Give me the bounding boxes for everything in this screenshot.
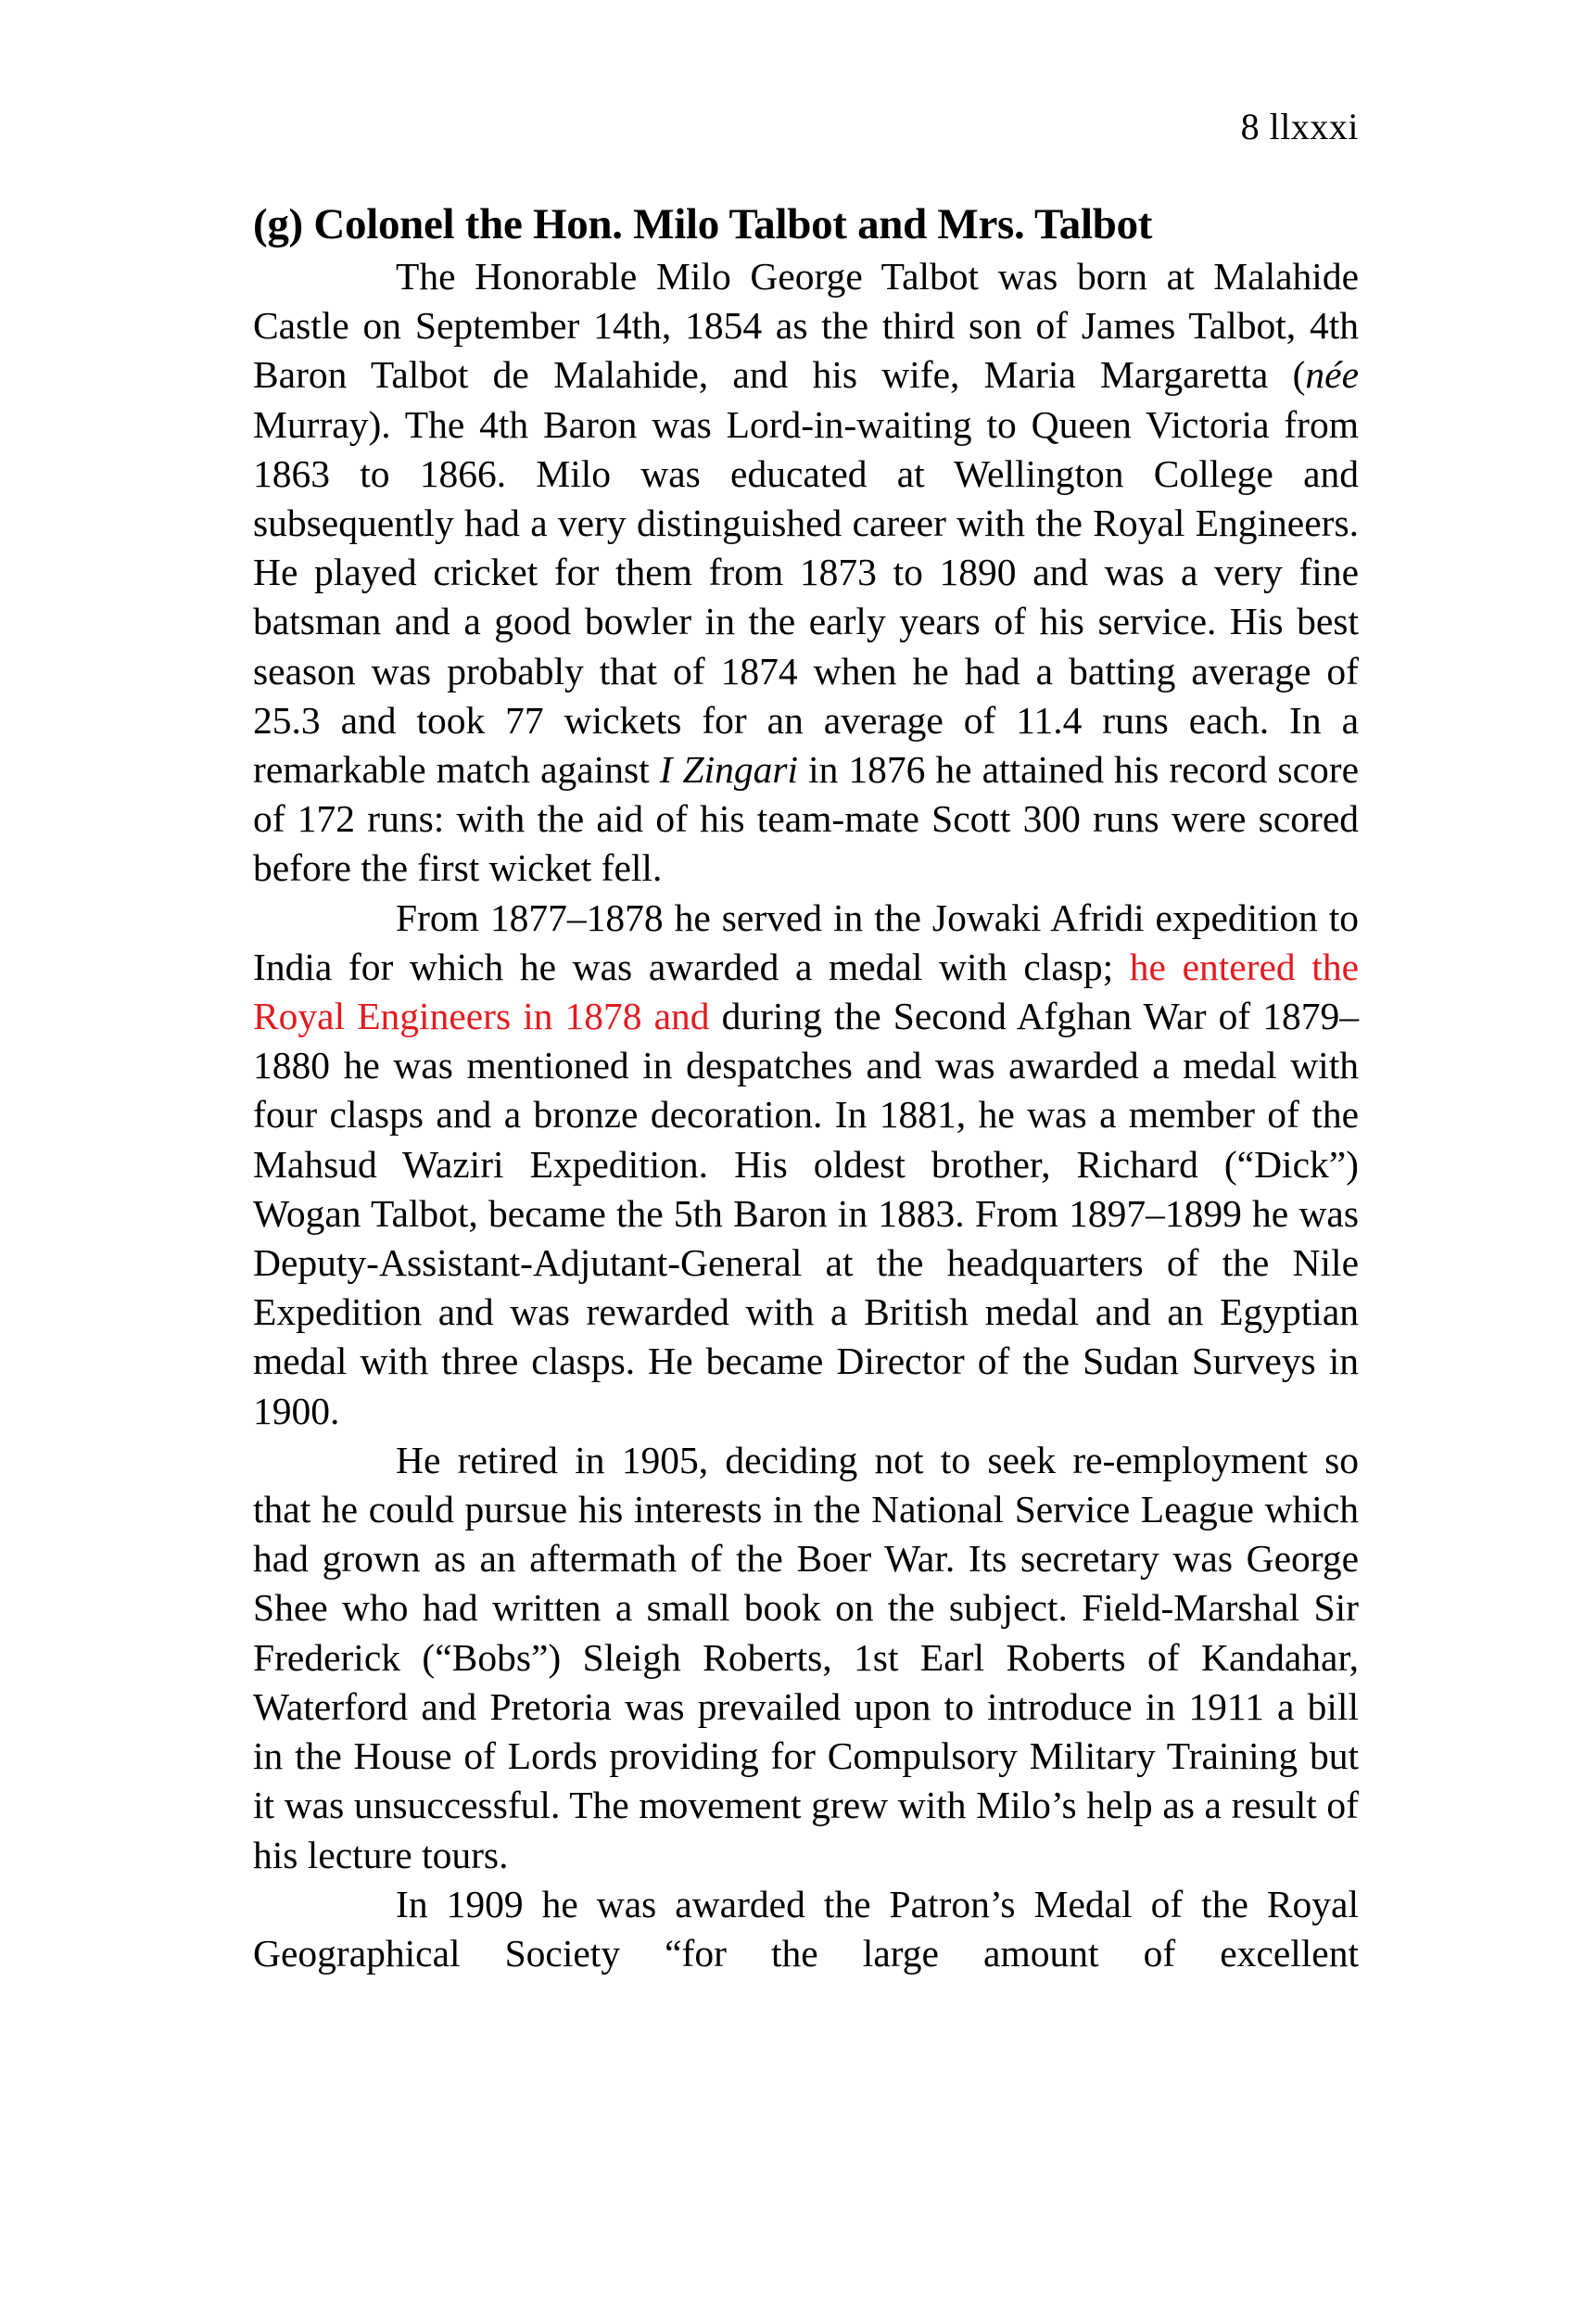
- italic-text-segment: née: [1305, 353, 1359, 397]
- highlighted-red-text: he entered the Royal Engineers in 1878 and: [253, 945, 1359, 1038]
- text-segment: The Honorable Milo George Talbot was born at Malahide Castle on September 14th, 1854 as the third son of James Talbot, 4th Baron Talbot de Malahide, and his wife, Maria Margaretta (: [253, 255, 1359, 397]
- text-segment: in 1876 he attained his record score of 172 runs: with the aid of his team-mate Scott 300 runs were scored before the first wicket fell.: [253, 748, 1359, 890]
- text-segment: From 1877–1878 he served in the Jowaki Afridi expedition to India for which he was awarded a medal with clasp;: [253, 895, 1359, 988]
- paragraph-patrons-medal: [253, 1880, 1359, 1978]
- page-number: 8 llxxxi: [1240, 106, 1359, 147]
- section-heading: (g) Colonel the Hon. Milo Talbot and Mrs. Talbot: [253, 200, 1153, 248]
- paragraph-retirement: [253, 1436, 1359, 1880]
- text-segment: He retired in 1905, deciding not to seek re-employment so that he could pursue his interests in the National Service League which had grown as an aftermath of the Boer War. Its secretary was George Shee who had written a small book on the subject. Field-Marshal Sir Frederick (“Bobs”) Sleigh Roberts, 1st Earl Roberts of Kandahar, Waterford and Pretoria was prevailed upon to introduce in 1911 a bill in the House of Lords providing for Compulsory Military Training but it was unsuccessful. The movement grew with Milo’s help as a result of his lecture tours.: [253, 1438, 1359, 1876]
- text-segment: during the Second Afghan War of 1879–1880 he was mentioned in despatches and was awarded a medal with four clasps and a bronze decoration. In 1881, he was a member of the Mahsud Waziri Expedition. His oldest brother, Richard (“Dick”) Wogan Talbot, became the 5th Baron in 1883. From 1897–1899 he was Deputy-Assistant-Adjutant-General at the headquarters of the Nile Expedition and was rewarded with a British medal and an Egyptian medal with three clasps. He became Director of the Sudan Surveys in 1900.: [253, 995, 1359, 1432]
- text-segment: Murray). The 4th Baron was Lord-in-waiting to Queen Victoria from 1863 to 1866. Milo was educated at Wellington College and subsequently had a very distinguished career with the Royal Engineers. He played cricket for them from 1873 to 1890 and was a very fine batsman and a good bowler in the early years of his service. His best season was probably that of 1874 when he had a batting average of 25.3 and took 77 wickets for an average of 11.4 runs each. In a remarkable match against: [253, 402, 1359, 792]
- paragraph-early-life: [253, 252, 1359, 894]
- paragraph-military-career: [253, 894, 1359, 1436]
- italic-text-segment: I Zingari: [659, 748, 799, 792]
- document-body: [253, 197, 1359, 1978]
- text-segment: In 1909 he was awarded the Patron’s Medal of the Royal Geographical Society “for the large amount of excellent: [253, 1882, 1359, 1975]
